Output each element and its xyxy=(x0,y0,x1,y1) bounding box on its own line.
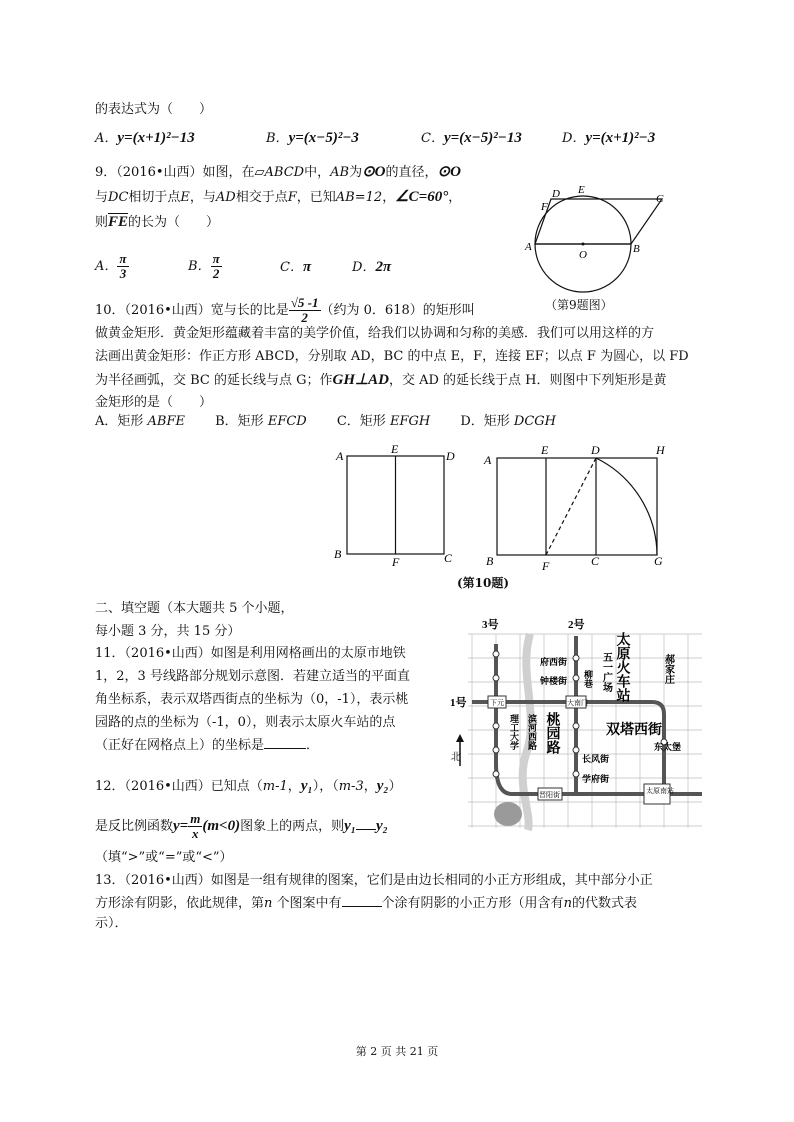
q9-option-d: D．2π xyxy=(352,259,392,275)
svg-text:3号: 3号 xyxy=(482,619,499,631)
q9-line3: 则$\overline{FE}$的长为（ ） xyxy=(95,214,220,230)
q10-figure-1 xyxy=(330,442,460,570)
svg-text:双塔西街: 双塔西街 xyxy=(606,723,662,738)
q10-options xyxy=(95,413,556,431)
q9-label-b: B xyxy=(633,243,640,255)
q9-option-b: B． $\frac{\pi}{2}$ xyxy=(188,251,220,281)
q10-line5: 金矩形的是（ ） xyxy=(95,395,213,410)
svg-text:B: B xyxy=(486,554,494,568)
q11-line1: 11．（2016•山西）如图是利用网格画出的太原市地铁 xyxy=(95,646,406,661)
svg-text:理工大学: 理工大学 xyxy=(509,714,519,750)
q10-line2: 做黄金矩形．黄金矩形蕴藏着丰富的美学价值，给我们以协调和匀称的美感．我们可以用这样的方 xyxy=(95,326,655,341)
q9-line2: 与DC相切于点E，与AD相交于点F，已知AB=12，∠C=60°， xyxy=(95,189,462,205)
q12-line3: （填“>”或“=”或“<”） xyxy=(95,850,233,865)
svg-text:2号: 2号 xyxy=(568,619,585,631)
svg-text:北: 北 xyxy=(451,752,461,763)
q11-line3: 角坐标系，表示双塔西街点的坐标为（0，-1），表示桃 xyxy=(95,692,409,707)
q13-line3: 示）． xyxy=(95,916,128,931)
q10-figure-2 xyxy=(480,442,680,572)
q9-figure xyxy=(515,180,675,310)
q13-line2: 方形涂有阴影，依此规律，第n 个图案中有 个涂有阴影的小正方形（用含有n的代数式表 xyxy=(95,896,637,911)
q10-line3: 法画出黄金矩形：作正方形 ABCD，分别取 AD，BC 的中点 E，F，连接 EF；以点 F 为圆心，以 FD xyxy=(95,349,689,364)
svg-text:E: E xyxy=(391,442,399,456)
q11-line4: 园路的点的坐标为（-1，0），则表示太原火车站的点 xyxy=(95,715,396,730)
q11-line5: （正好在网格点上）的坐标是 ． xyxy=(95,738,320,753)
q10-option-b: B．矩形 EFCD xyxy=(215,414,307,429)
q10-line4: 为半径画弧，交 BC 的延长线与点 G；作GH⊥AD，交 AD 的延长线于点 H．则图中下列矩形是黄 xyxy=(95,372,667,388)
svg-text:E: E xyxy=(541,443,549,457)
svg-text:郝家庄: 郝家庄 xyxy=(662,654,674,684)
q10-option-a: A．矩形 ABFE xyxy=(95,414,185,429)
svg-text:晋阳街: 晋阳街 xyxy=(539,791,560,799)
q12-line1: 12．（2016•山西）已知点（m-1，y₁），（m-3，y₂） xyxy=(95,778,402,794)
svg-text:东太堡: 东太堡 xyxy=(654,742,682,752)
svg-text:A: A xyxy=(484,453,492,467)
svg-text:桃园路: 桃园路 xyxy=(544,712,560,754)
q10-caption: (第10题) xyxy=(457,576,510,590)
section2-line1: 二、填空题（本大题共 5 个小题， xyxy=(95,601,294,616)
q8-option-b: B．y=(x−5)²−3 xyxy=(266,130,359,146)
q9-label-a: A xyxy=(525,241,532,253)
svg-text:1号: 1号 xyxy=(450,697,467,709)
q9-label-c: C xyxy=(656,193,664,205)
q11-line2: 1，2，3 号线路部分规划示意图．若建立适当的平面直 xyxy=(95,669,410,684)
page-footer: 第 2 页 共 21 页 xyxy=(355,1045,439,1058)
q10-option-c: C．矩形 EFGH xyxy=(336,414,431,429)
svg-text:府西街: 府西街 xyxy=(540,657,568,667)
q10-option-d: D．矩形 DCGH xyxy=(460,414,556,429)
svg-text:五一广场: 五一广场 xyxy=(600,652,612,692)
svg-text:G: G xyxy=(654,554,663,568)
svg-text:柳巷: 柳巷 xyxy=(583,670,593,688)
q8-option-c: C．y=(x−5)²−13 xyxy=(421,130,522,146)
q8-option-d: D．y=(x+1)²−3 xyxy=(562,130,656,146)
svg-text:B: B xyxy=(334,547,342,561)
svg-text:大南门: 大南门 xyxy=(567,699,588,707)
svg-text:A: A xyxy=(336,449,344,463)
q9-label-o: O xyxy=(579,249,587,261)
q9-option-a: A． $\frac{\pi}{3}$ xyxy=(95,251,127,281)
svg-text:C: C xyxy=(591,554,600,568)
subway-map xyxy=(448,614,704,832)
section2-line2: 每小题 3 分，共 15 分） xyxy=(95,624,241,639)
svg-text:太原火车站: 太原火车站 xyxy=(614,632,630,702)
svg-text:F: F xyxy=(392,555,400,569)
svg-text:下元: 下元 xyxy=(490,699,504,707)
svg-text:长风街: 长风街 xyxy=(582,754,610,764)
svg-text:C: C xyxy=(444,551,453,565)
q8-tail: 的表达式为（ ） xyxy=(95,102,213,117)
q9-label-f: F xyxy=(541,201,548,213)
q10-line1: 10．（2016•山西）宽与长的比是 $\frac{√5 -1}{2}$ （约为 0．618）的矩形叫 xyxy=(95,295,475,325)
svg-text:学府街: 学府街 xyxy=(582,774,610,784)
q9-option-c: C．π xyxy=(280,259,312,275)
svg-text:D: D xyxy=(591,443,600,457)
q9-label-d: D xyxy=(552,188,560,200)
q9-caption: （第9题图） xyxy=(545,298,613,312)
svg-text:H: H xyxy=(656,443,665,457)
q12-line2: 是反比例函数y= $\frac{m}{x}$ (m<0)图象上的两点，则y₁ y₂ xyxy=(95,811,388,841)
svg-text:F: F xyxy=(542,559,550,572)
svg-text:滨河西路: 滨河西路 xyxy=(527,714,537,750)
q9-label-e: E xyxy=(578,184,585,196)
q8-option-a: A．y=(x+1)²−13 xyxy=(95,130,195,146)
svg-text:太原南站: 太原南站 xyxy=(646,787,674,795)
q9-line1: 9．（2016•山西）如图，在▱ABCD中，AB为⊙O的直径，⊙O xyxy=(95,164,461,180)
svg-text:D: D xyxy=(446,449,455,463)
svg-text:钟楼街: 钟楼街 xyxy=(540,676,568,686)
q13-line1: 13．（2016•山西）如图是一组有规律的图案，它们是由边长相同的小正方形组成，其中部分小正 xyxy=(95,873,653,888)
